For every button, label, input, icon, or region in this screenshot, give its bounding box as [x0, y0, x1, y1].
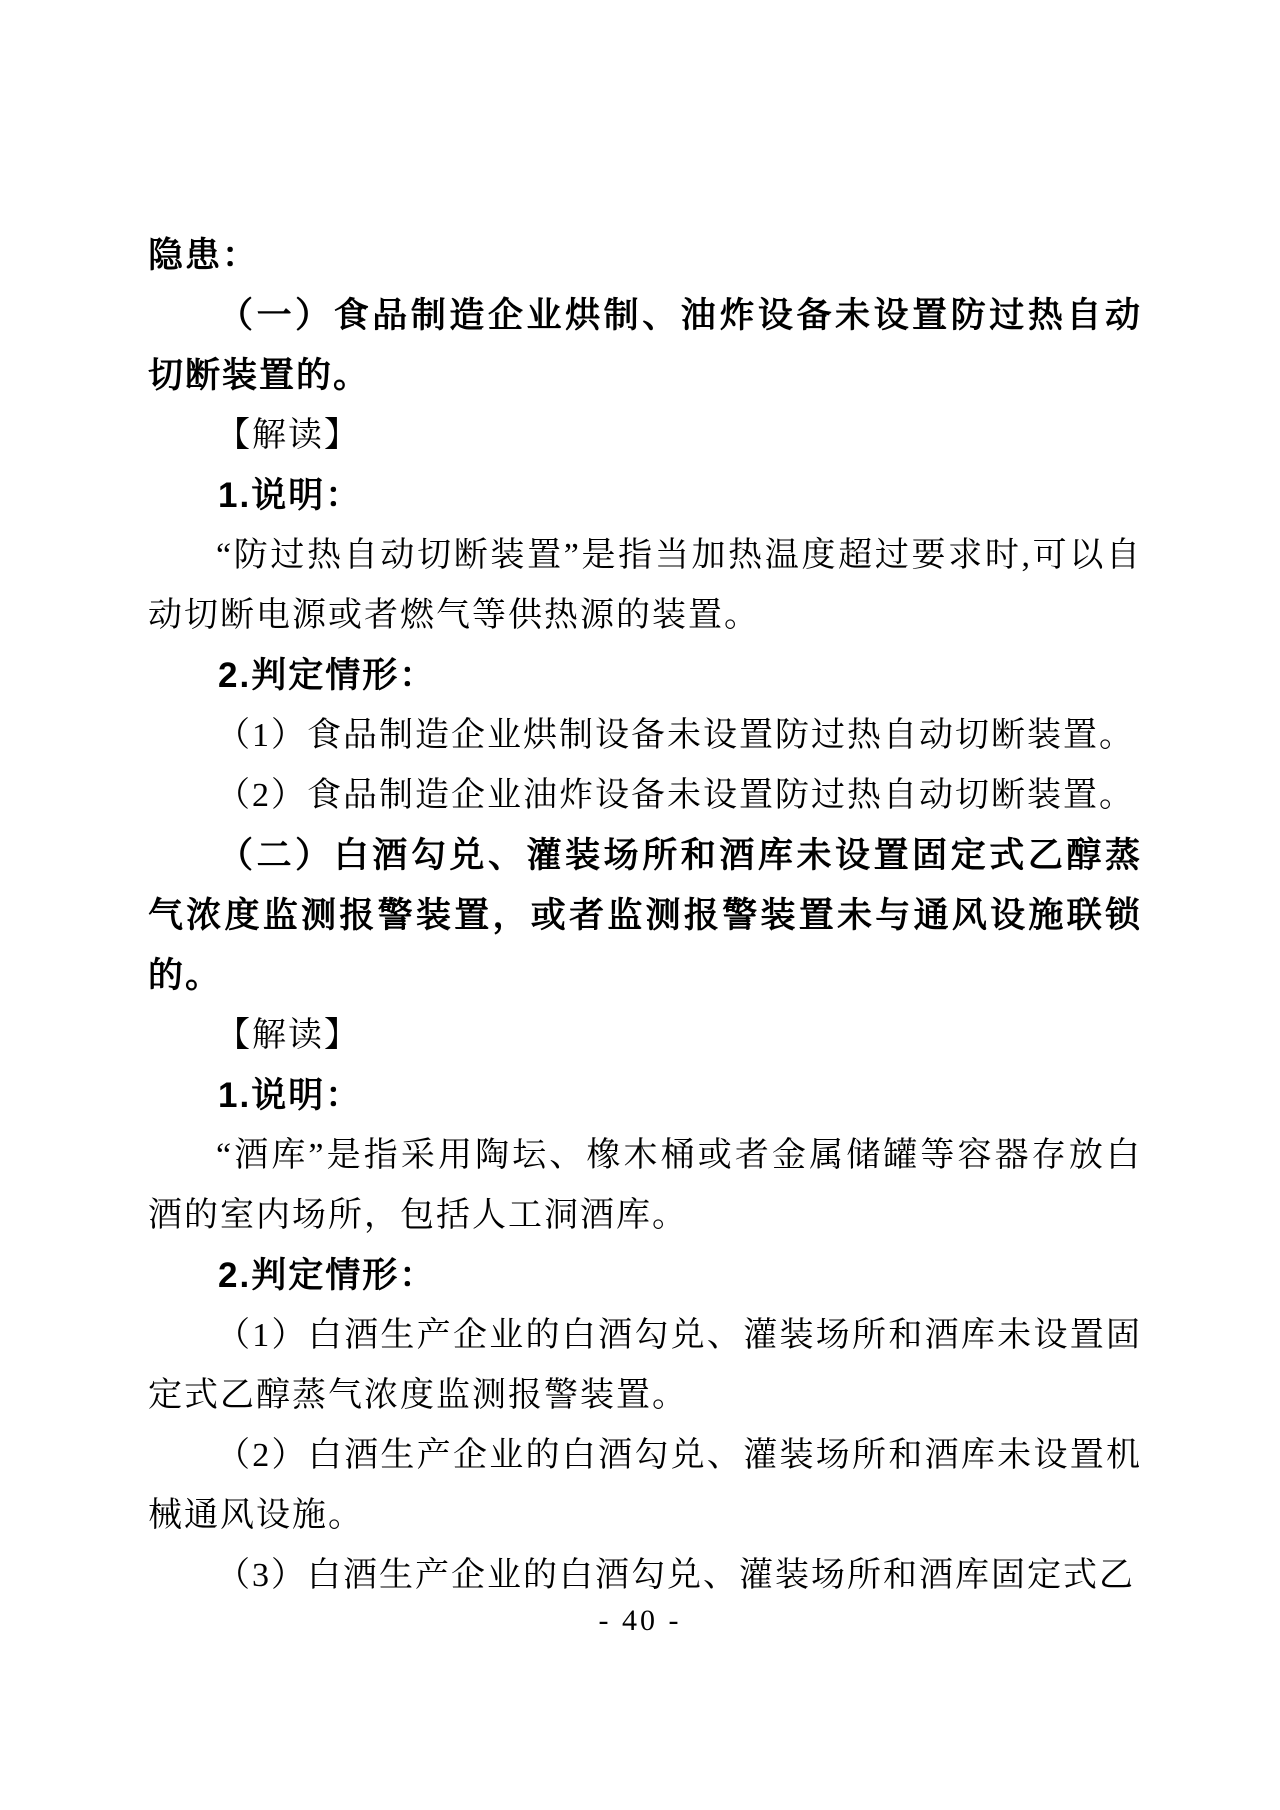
criteria-heading-2: 2.判定情形：	[218, 1256, 437, 1295]
criteria-heading-1: 2.判定情形：	[218, 656, 437, 695]
interpretation-label-2: 【解读】	[216, 1017, 360, 1054]
document-content	[148, 226, 1142, 1606]
criteria-item-2-1: （1）白酒生产企业的白酒勾兑、灌装场所和酒库未设置固定式乙醇蒸气浓度监测报警装置。	[148, 1317, 1142, 1414]
criteria-item-1-2: （2）食品制造企业油炸设备未设置防过热自动切断装置。	[216, 777, 1135, 814]
item-one-heading: （一）食品制造企业烘制、油炸设备未设置防过热自动切断装置的。	[148, 296, 1142, 395]
explanation-heading-2: 1.说明：	[218, 1076, 363, 1115]
explanation-text-2: “酒库”是指采用陶坛、橡木桶或者金属储罐等容器存放白酒的室内场所，包括人工洞酒库。	[148, 1137, 1142, 1234]
hazard-continuation-label: 隐患：	[148, 236, 260, 275]
explanation-heading-1: 1.说明：	[218, 476, 363, 515]
item-two-heading: （二）白酒勾兑、灌装场所和酒库未设置固定式乙醇蒸气浓度监测报警装置，或者监测报警装置未与通风设施联锁的。	[148, 836, 1142, 995]
criteria-item-2-2: （2）白酒生产企业的白酒勾兑、灌装场所和酒库未设置机械通风设施。	[148, 1437, 1142, 1534]
criteria-item-2-3: （3）白酒生产企业的白酒勾兑、灌装场所和酒库固定式乙	[216, 1557, 1135, 1594]
criteria-item-1-1: （1）食品制造企业烘制设备未设置防过热自动切断装置。	[216, 717, 1135, 754]
page-number: - 40 -	[598, 1604, 682, 1637]
interpretation-label-1: 【解读】	[216, 417, 360, 454]
explanation-text-1: “防过热自动切断装置”是指当加热温度超过要求时,可以自动切断电源或者燃气等供热源的装置。	[148, 537, 1142, 634]
